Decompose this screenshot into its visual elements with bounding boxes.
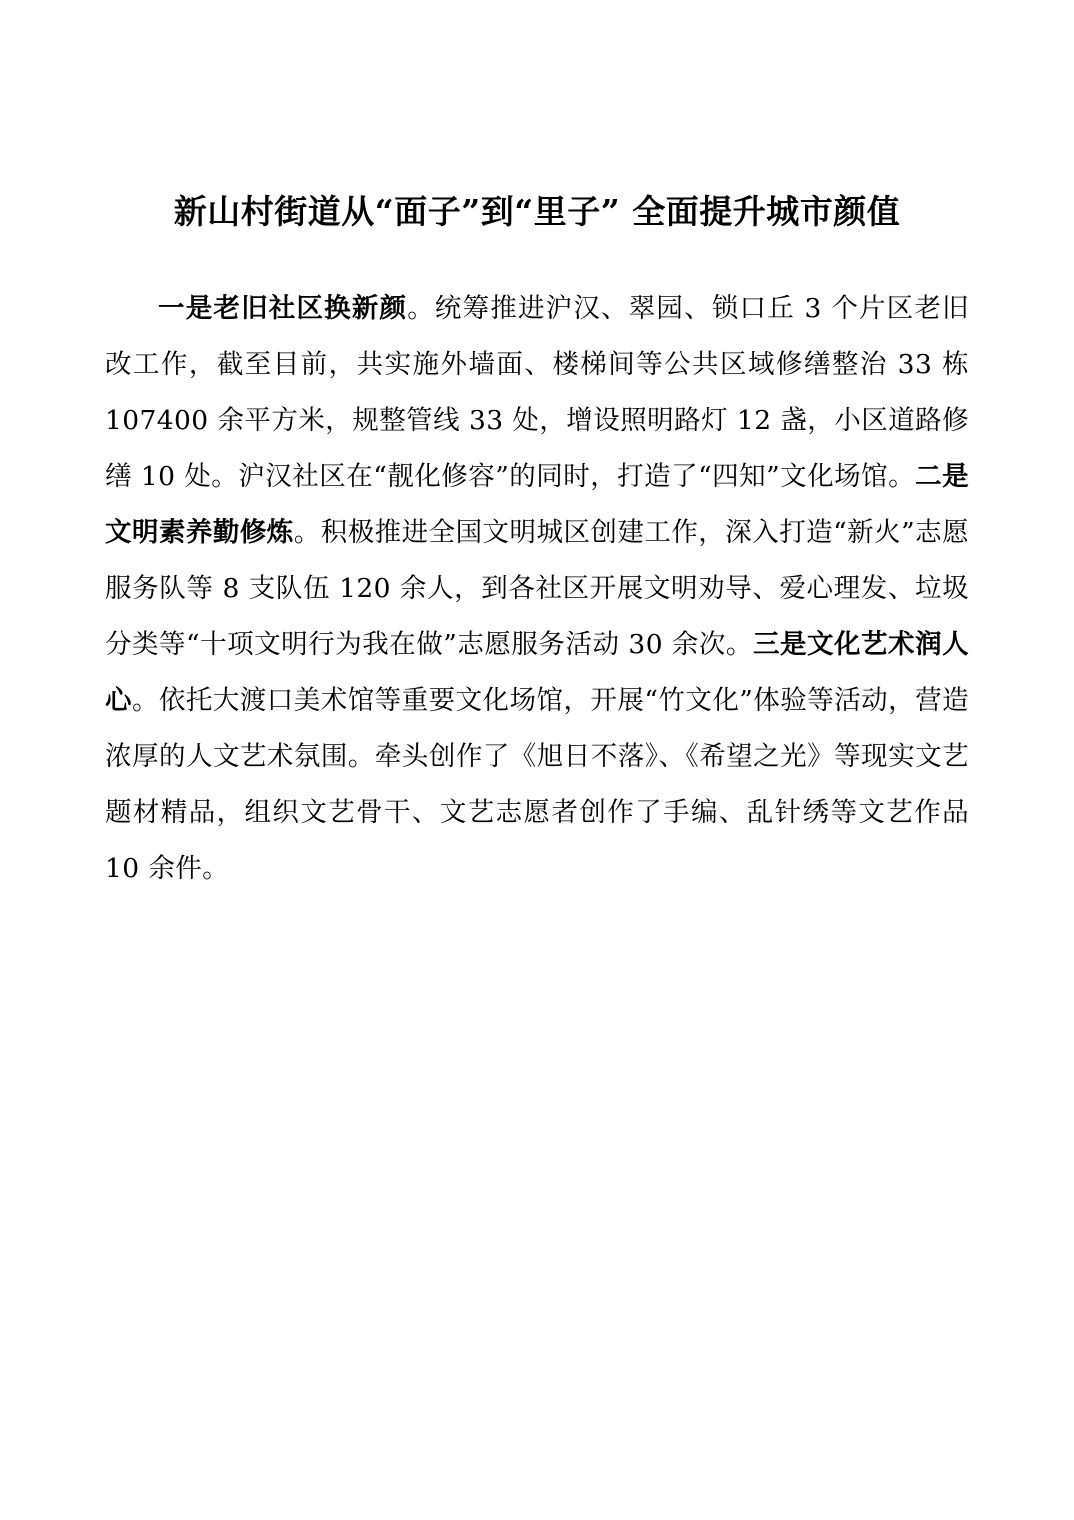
document-body bbox=[105, 281, 969, 897]
body-heading-run: 二是文明素养勤修炼 bbox=[105, 460, 969, 548]
body-text-run: 。积极推进全国文明城区创建工作，深入打造“新火”志愿服务队等 8 支队伍 120 余人，到各社区开展文明劝导、爱心理发、垃圾分类等“十项文明行为我在做”志愿服务活动 30 余次。 bbox=[105, 516, 969, 660]
body-heading-run: 一是老旧社区换新颜 bbox=[158, 292, 408, 324]
body-text-run: 。依托大渡口美术馆等重要文化场馆，开展“竹文化”体验等活动，营造浓厚的人文艺术氛围。牵头创作了《旭日不落》、《希望之光》等现实文艺题材精品，组织文艺骨干、文艺志愿者创作了手编、乱针绣等文艺作品 10 余件。 bbox=[105, 684, 969, 884]
body-paragraph bbox=[105, 281, 969, 897]
body-heading-run: 三是文化艺术润人心 bbox=[105, 628, 969, 716]
page-title: 新山村街道从“面子”到“里子” 全面提升城市颜值 bbox=[173, 192, 901, 231]
body-text-run: 。统筹推进沪汉、翠园、锁口丘 3 个片区老旧改工作，截至目前，共实施外墙面、楼梯间等公共区域修缮整治 33 栋 107400 余平方米，规整管线 33 处，增设照明路灯 12 盏，小区道路修缮 10 处。沪汉社区在“靓化修容”的同时，打造了“四知”文化场馆。 bbox=[105, 292, 969, 492]
